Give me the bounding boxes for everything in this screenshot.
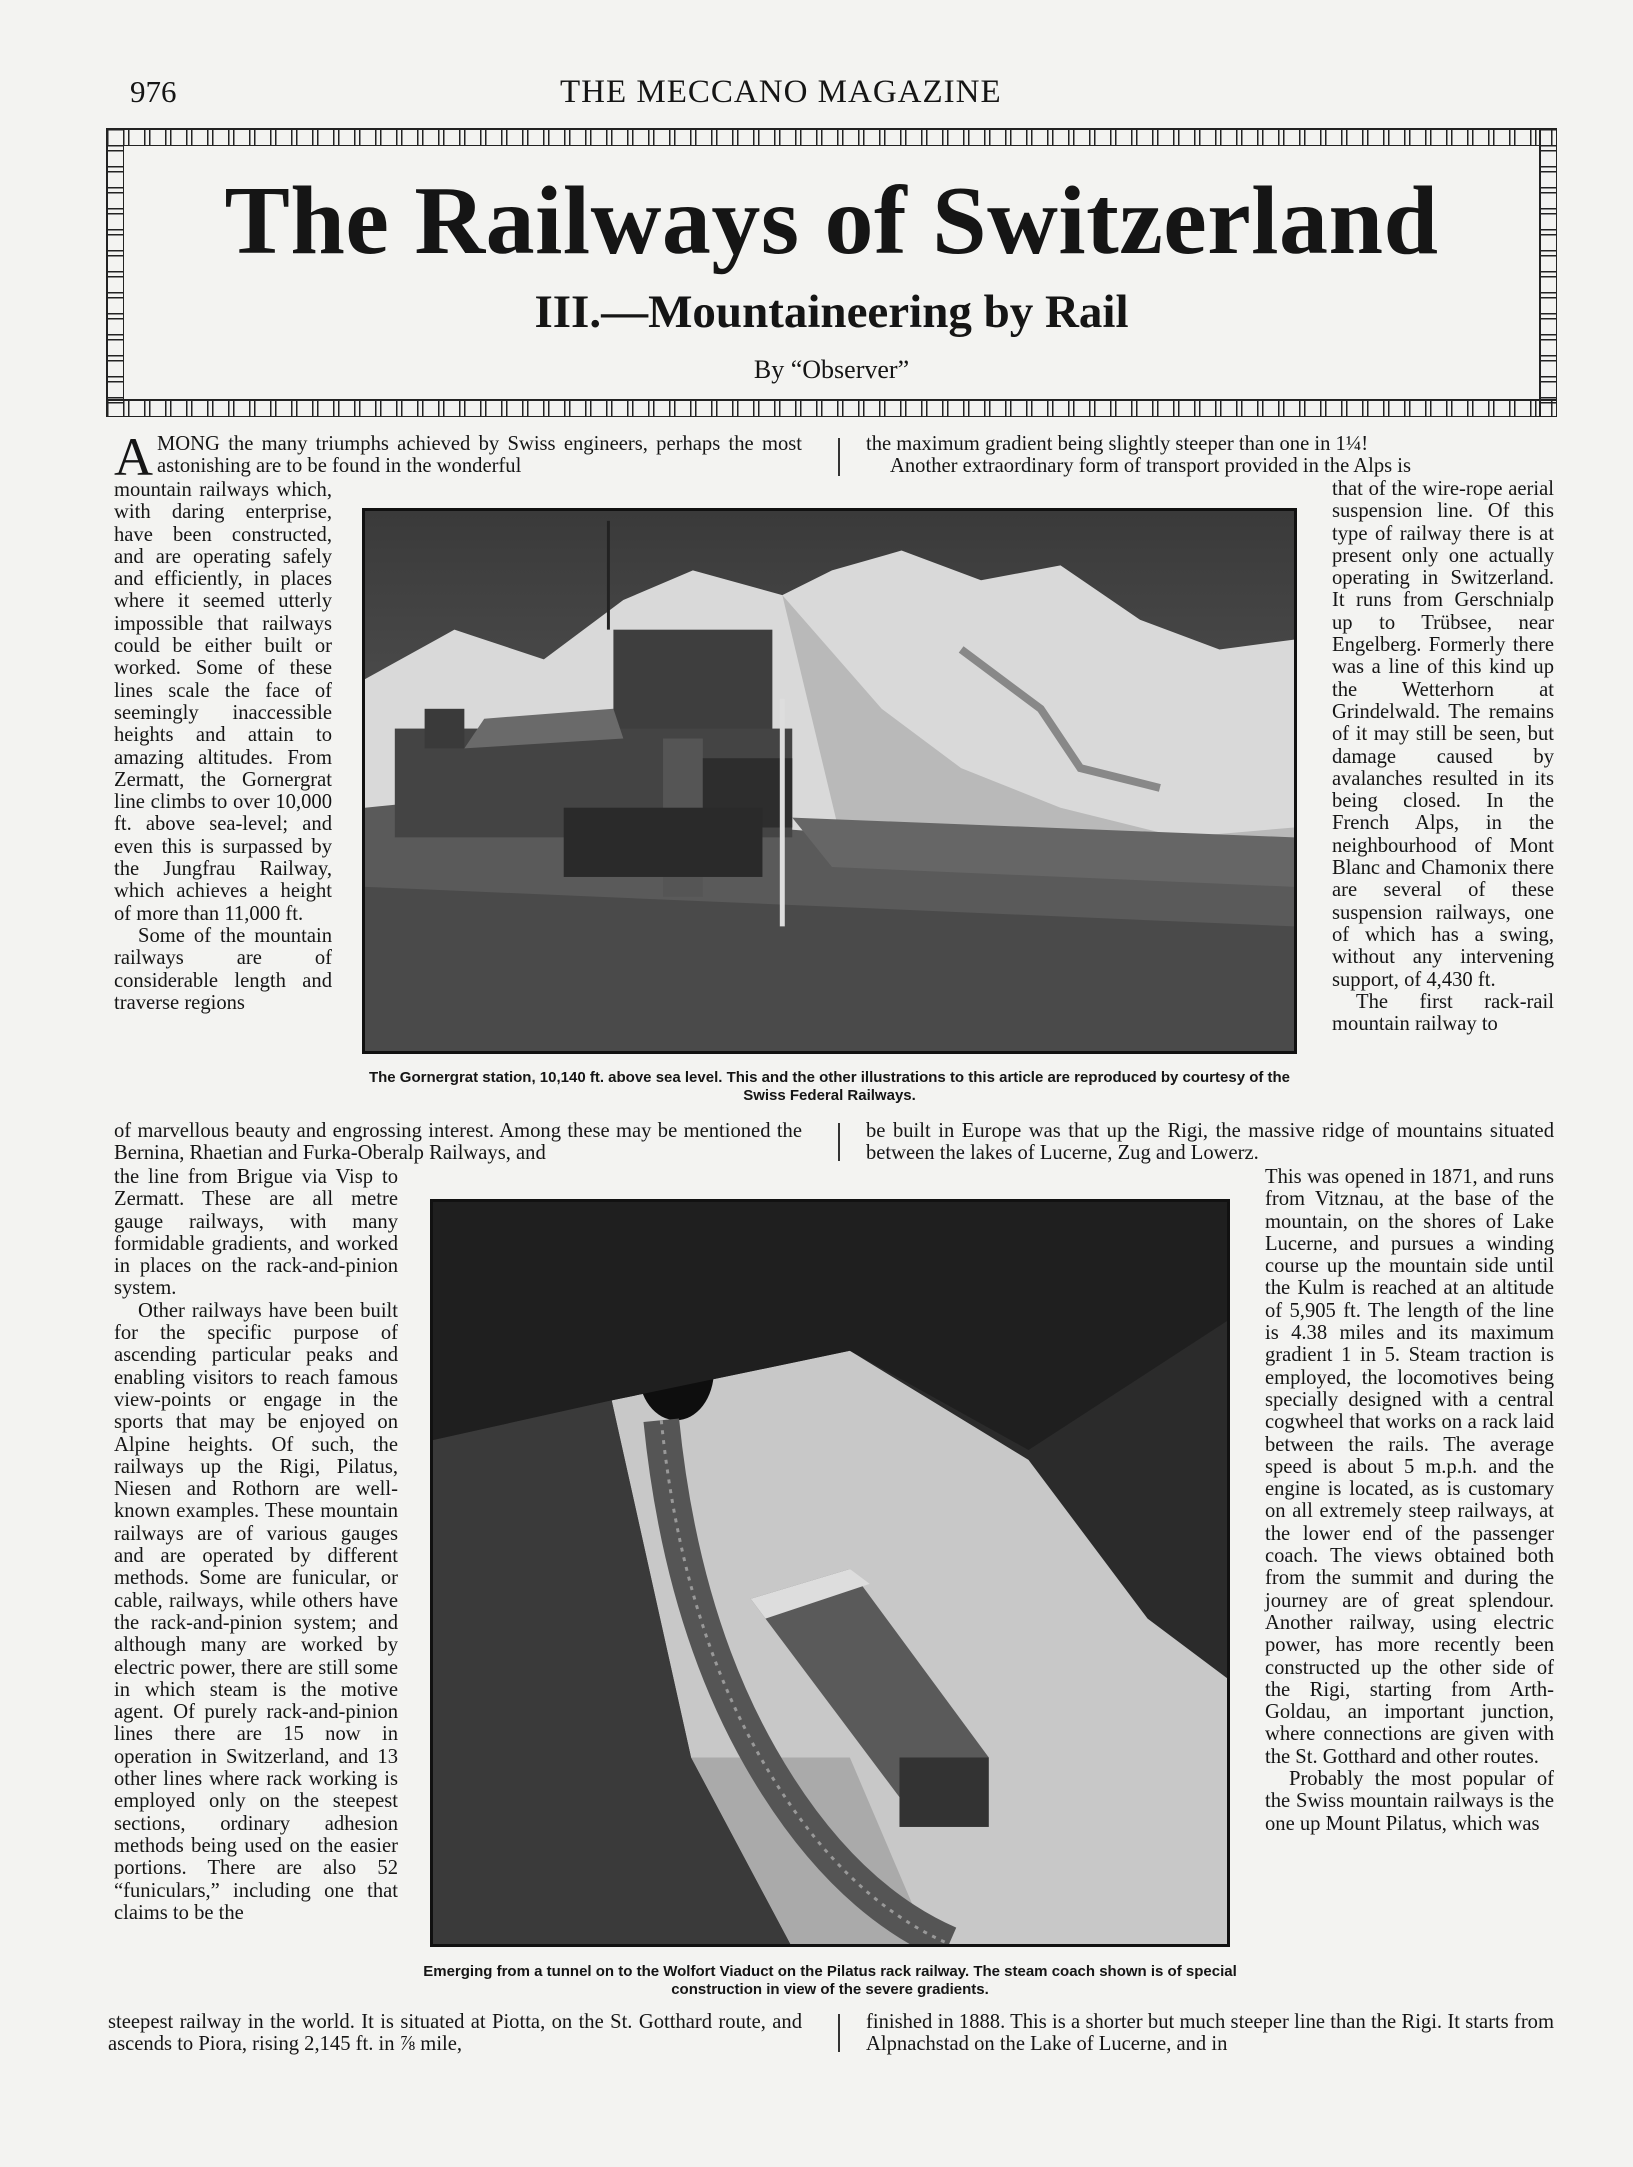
- column-rule: [838, 438, 840, 476]
- col1-text-a: mountain railways which, with daring enterprise, have been constructed, and are operating safely and efficiently, in places where it seemed utterly impossible that railways could be either built or worked. Some of these lines scale the face of seemingly inaccessible heights and attain to amazing altitudes. From Zermatt, the Gornergrat line climbs to over 10,000 ft. above sea-level; and even this is surpassed by the Jungfrau Railway, which achieves a height of more than 11,000 ft. Some of the mountain railways are of considerable length and traverse regions: [114, 479, 332, 1014]
- running-head: THE MECCANO MAGAZINE: [560, 74, 1002, 110]
- col2-text-h: finished in 1888. This is a shorter but much steeper line than the Rigi. It starts from Alpnachstad on the Lake of Lucerne, and in: [866, 2011, 1554, 2056]
- drop-cap: A: [114, 427, 153, 487]
- col2-text-c: that of the wire-rope aerial suspension line. Of this type of railway there is at present only one actually operating in Switzerland. It runs from Gerschnialp up to Trübsee, near Engelberg. Formerly there was a line of this kind up the Wetterhorn at Grindelwald. The remains of it may still be seen, but damage caused by avalanches resulted in its being closed. In the French Alps, in the neighbourhood of Mont Blanc and Chamonix there are several of these suspension railways, one of which has a swing, without any intervening support, of 4,430 ft. The first rack-rail mountain railway to: [1332, 478, 1554, 1036]
- byline: By “Observer”: [753, 355, 910, 384]
- gornergrat-caption: The Gornergrat station, 10,140 ft. above sea level. This and the other illustrations to this article are reproduced by courtesy of the Swiss Federal Railways.: [368, 1069, 1291, 1104]
- column-rule: [838, 2014, 840, 2052]
- col1-text-f: steepest railway in the world. It is situated at Piotta, on the St. Gotthard route, and ascends to Piora, rising 2,145 ft. in ⅞ mile,: [108, 2011, 802, 2056]
- col1-text-d: the line from Brigue via Visp to Zermatt. These are all metre gauge railways, with many formidable gradients, and worked in places on the rack-and-pinion system. Other railways have been built for the specific purpose of ascending particular peaks and enabling visitors to reach famous view-points or engage in the sports that may be enjoyed on Alpine heights. Of such, the railways up the Rigi, Pilatus, Niesen and Rothorn are well-known examples. These mountain railways are of various gauges and are operated by different methods. Some are funicular, or cable, railways, while others have the rack-and-pinion system; and although many are worked by electric power, there are still some in which steam is the motive agent. Of purely rack-and-pinion lines there are 15 now in operation in Switzerland, and 13 other lines where rack working is employed only on the steepest sections, ordinary adhesion methods being used on the easier portions. There are also 52 “funiculars,” including one that claims to be the: [114, 1166, 398, 1924]
- pilatus-caption: Emerging from a tunnel on to the Wolfort Viaduct on the Pilatus rack railway. The steam coach shown is of special construction in view of the severe gradients.: [423, 1963, 1237, 1998]
- col2-text-a: the maximum gradient being slightly steeper than one in 1¼! Another extraordinary form of transport provided in the Alps is: [866, 433, 1412, 478]
- col2-text-f: This was opened in 1871, and runs from Vitznau, at the base of the mountain, on the shores of Lake Lucerne, and pursues a winding course up the mountain side until the Kulm is reached at an altitude of 5,905 ft. The length of the line is 4.38 miles and its maximum gradient 1 in 5. Steam traction is employed, the locomotives being specially designed with a central cogwheel that works on a rack laid between the rails. The average speed is about 5 m.p.h. and the engine is located, as is customary on all extremely steep railways, at the lower end of the passenger coach. The views obtained both from the summit and during the journey are of great splendour. Another railway, using electric power, has more recently been constructed up the other side of the Rigi, starting from Arth-Goldau, an important junction, where connections are given with the St. Gotthard and other routes. Probably the most popular of the Swiss mountain railways is the one up Mount Pilatus, which was: [1265, 1166, 1554, 1835]
- page-number: 976: [130, 74, 177, 109]
- col1-text-c: of marvellous beauty and engrossing interest. Among these may be mentioned the Bernina, Rhaetian and Furka-Oberalp Railways, and: [114, 1120, 802, 1165]
- gornergrat-station-photo: [362, 508, 1297, 1054]
- pilatus-railway-photo: [430, 1199, 1230, 1947]
- article-subtitle: III.—Mountaineering by Rail: [534, 286, 1129, 338]
- intro-text: MONG the many triumphs achieved by Swiss engineers, perhaps the most astonishing are to be found in the wonderful: [157, 433, 802, 478]
- intro-paragraph: [114, 427, 802, 487]
- column-rule: [838, 1123, 840, 1161]
- col2-text-e: be built in Europe was that up the Rigi, the massive ridge of mountains situated between the lakes of Lucerne, Zug and Lowerz.: [866, 1120, 1554, 1165]
- article-title: The Railways of Switzerland: [224, 167, 1439, 275]
